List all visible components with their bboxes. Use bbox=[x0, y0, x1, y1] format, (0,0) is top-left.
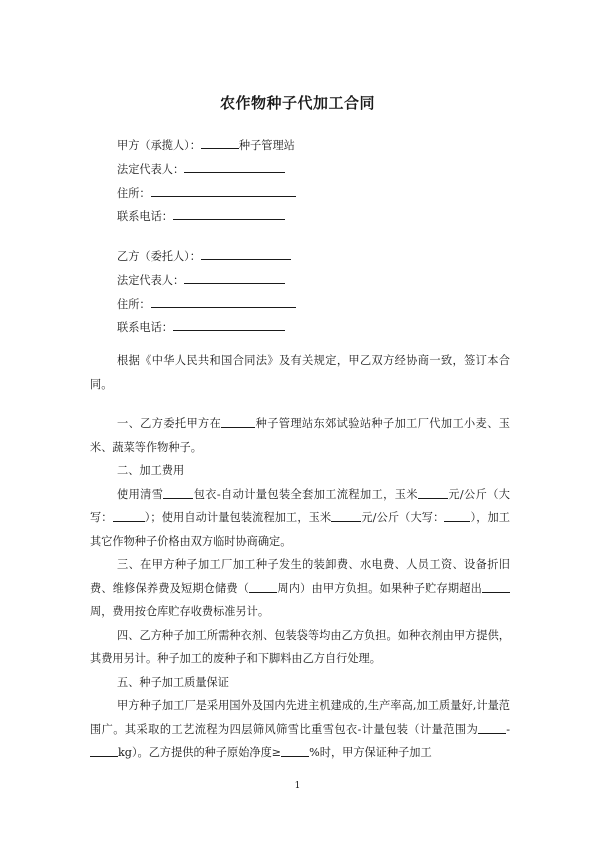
section-2-blank-3[interactable] bbox=[113, 509, 145, 522]
section-3-text-3: 周，费用按仓库贮存收费标准另计。 bbox=[90, 605, 270, 618]
party-b-addr-field[interactable] bbox=[151, 296, 296, 308]
section-3-blank-1[interactable] bbox=[249, 580, 277, 593]
section-2-text-6: ），加工其它作物种子价格由双方临时协商确定。 bbox=[90, 511, 510, 548]
party-b-phone-field[interactable] bbox=[173, 319, 285, 331]
section-5 bbox=[90, 694, 510, 765]
section-1 bbox=[90, 412, 510, 459]
section-5-text-3: kg）。乙方提供的种子原始净度≥ bbox=[118, 746, 282, 759]
intro-paragraph: 根据《中华人民共和国合同法》及有关规定，甲乙双方经协商一致，签订本合同。 bbox=[90, 354, 510, 391]
party-a-line bbox=[117, 137, 295, 153]
party-a-rep-field[interactable] bbox=[184, 161, 285, 173]
party-a-rep-line bbox=[117, 161, 285, 177]
section-5-text-2: - bbox=[506, 722, 510, 736]
party-b-field[interactable] bbox=[201, 248, 291, 260]
section-1-blank[interactable] bbox=[221, 415, 255, 428]
section-2-text-3: 元/公斤（大写： bbox=[90, 487, 510, 524]
section-5-heading: 五、种子加工质量保证 bbox=[117, 675, 229, 689]
section-5-blank-1[interactable] bbox=[478, 721, 506, 734]
section-2-blank-1[interactable] bbox=[163, 486, 193, 499]
party-b-label: 乙方（委托人）： bbox=[117, 250, 201, 263]
party-b-phone-label: 联系电话： bbox=[117, 321, 173, 334]
section-4: 四、乙方种子加工所需种衣剂、包装袋等均由乙方负担。如种衣剂由甲方提供，其费用另计。种子加工的废种子和下脚料由乙方自行处理。 bbox=[90, 628, 510, 665]
section-3-blank-2[interactable] bbox=[482, 580, 510, 593]
party-a-blank[interactable] bbox=[201, 137, 239, 149]
section-2 bbox=[90, 483, 510, 554]
section-1-pre: 一、乙方委托甲方在 bbox=[117, 417, 222, 430]
intro-block bbox=[90, 349, 510, 396]
page-number: 1 bbox=[294, 781, 301, 791]
section-2-text-2: 包衣-自动计量包装全套加工流程加工，玉米 bbox=[193, 487, 418, 501]
section-3-text-2: 周内）由甲方负担。如果种子贮存期超出 bbox=[277, 581, 482, 595]
section-5-blank-3[interactable] bbox=[281, 744, 309, 757]
section-5-text-4: %时，甲方保证种子加工 bbox=[309, 746, 432, 759]
section-3 bbox=[90, 553, 510, 624]
section-5-blank-2[interactable] bbox=[90, 744, 118, 757]
section-2-text-5: 元/公斤（大写： bbox=[361, 511, 445, 524]
party-b-phone-line bbox=[117, 319, 285, 335]
section-2-blank-2[interactable] bbox=[418, 486, 448, 499]
party-b-line bbox=[117, 248, 291, 264]
party-a-addr-line bbox=[117, 185, 296, 201]
party-b-rep-label: 法定代表人： bbox=[117, 274, 185, 287]
section-2-blank-4[interactable] bbox=[331, 509, 361, 522]
party-b-rep-line bbox=[117, 272, 285, 288]
section-2-blank-5[interactable] bbox=[444, 509, 470, 522]
party-b-rep-field[interactable] bbox=[184, 272, 285, 284]
party-a-phone-label: 联系电话： bbox=[117, 210, 173, 223]
party-a-value: 种子管理站 bbox=[238, 139, 295, 152]
party-a-addr-label: 住所： bbox=[117, 187, 151, 200]
party-b-addr-line bbox=[117, 296, 296, 312]
document-title: 农作物种子代加工合同 bbox=[219, 94, 375, 112]
party-a-addr-field[interactable] bbox=[151, 185, 296, 197]
party-a-label: 甲方（承揽人）： bbox=[117, 139, 201, 152]
section-5-text-1: 甲方种子加工厂是采用国外及国内先进主机建成的,生产率高,加工质量好,计量范围广。其采取的工艺流程为四层筛风筛雪比重雪包衣-计量包装（计量范围为 bbox=[90, 699, 510, 736]
party-a-phone-field[interactable] bbox=[173, 208, 285, 220]
party-a-rep-label: 法定代表人： bbox=[117, 163, 185, 176]
contract-body bbox=[90, 412, 510, 765]
section-3-text-1: 三、在甲方种子加工厂加工种子发生的装卸费、水电费、人员工资、设备折旧费、维修保养费及短期仓储费（ bbox=[90, 558, 510, 595]
section-1-post: 种子管理站东郊试验站种子加工厂代加工小麦、玉米、蔬菜等作物种子。 bbox=[90, 417, 510, 454]
party-a-phone-line bbox=[117, 208, 285, 224]
party-b-addr-label: 住所： bbox=[117, 298, 151, 311]
section-2-text-4: ）；使用自动计量包装流程加工，玉米 bbox=[144, 511, 332, 524]
section-2-text-1: 使用清雪 bbox=[117, 487, 164, 501]
section-2-heading: 二、加工费用 bbox=[117, 464, 185, 477]
